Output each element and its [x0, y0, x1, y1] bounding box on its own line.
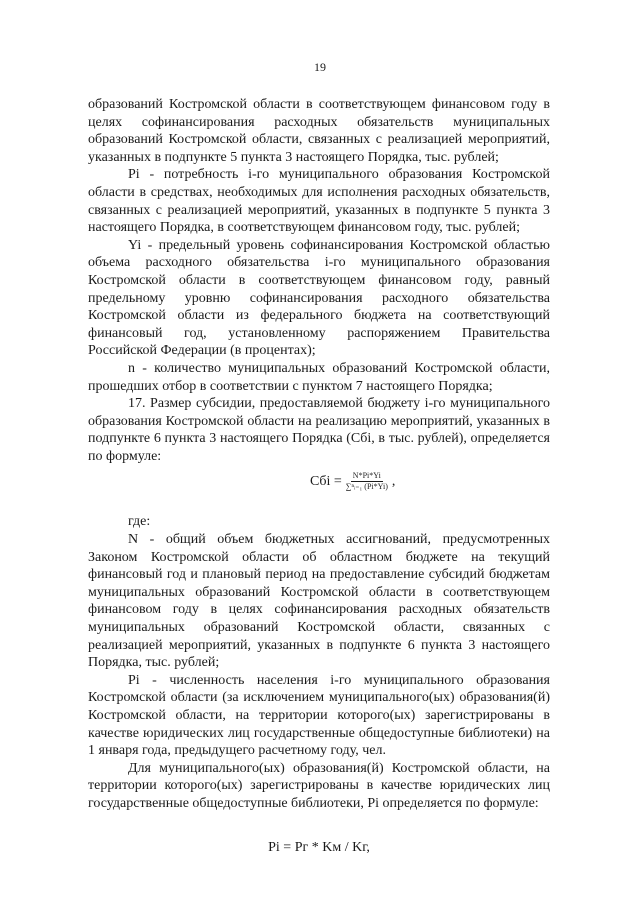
paragraph: Pi - численность населения i-го муниципального образования Костромской области (за исключением муниципального(ых) образования(й) Костромской области, на территории которого(ых) зарегистрированы в качестве юридических лиц государственные общедоступные библиотеки) на 1 января года, предыдущего расчетному году, чел. — [88, 672, 550, 759]
formula-subsidy — [88, 471, 550, 507]
page-number: 19 — [314, 60, 326, 74]
paragraph: Pi - потребность i-го муниципального образования Костромской области в средствах, необходимых для исполнения расходных обязательств, связанных с реализацией мероприятий, указанных в подпункте 5 пункта 3 настоящего Порядка, в соответствующем финансовом году, тыс. рублей; — [88, 167, 550, 236]
paragraph: образований Костромской области в соответствующем финансовом году в целях софинансирования расходных обязательств муниципальных образований Костромской области, связанных с реализацией мероприятий, указанных в подпункте 5 пункта 3 настоящего Порядка, тыс. рублей; — [88, 97, 550, 165]
paragraph: n - количество муниципальных образований Костромской области, прошедших отбор в соответствии с пунктом 7 настоящего Порядка; — [88, 360, 550, 394]
document-body — [88, 96, 550, 856]
formula-denominator: ∑ⁿᵢ₌₁ (Pi*Yi) — [345, 482, 388, 492]
where-label: где: — [128, 514, 151, 530]
formula-lhs: Cбi = — [310, 474, 342, 490]
paragraph: Для муниципального(ых) образования(й) Костромской области, на территории которого(ых) зарегистрированы в качестве юридических лиц государственные общедоступные библиотеки, Pi определяется по формуле: — [88, 760, 550, 811]
formula-numerator: N*Pi*Yi — [352, 471, 381, 481]
paragraph: N - общий объем бюджетных ассигнований, предусмотренных Законом Костромской области об областном бюджете на текущий финансовый год и плановый период на предоставление субсидий бюджетам муниципальных образований Костромской области в соответствующем финансовом году в целях софинансирования расходных обязательств муниципальных образований Костромской области, связанных с реализацией мероприятий, указанных в подпункте 6 пункта 3 настоящего Порядка, тыс. рублей; — [88, 532, 550, 671]
paragraph: 17. Размер субсидии, предоставляемой бюджету i-го муниципального образования Костромской области на реализацию мероприятий, указанных в подпункте 6 пункта 3 настоящего Порядка (Cбi, в тыс. рублей), определяется по формуле: — [88, 396, 550, 464]
formula-population: Pi = Pг * Kм / Kг, — [268, 839, 370, 855]
paragraph: Yi - предельный уровень софинансирования Костромской областью объема расходного обязательства i-го муниципального образования Костромской области в соответствующем финансовом году, равный предельному уровню софинансирования расходного обязательства Костромской области из федерального бюджета на соответствующий финансовый год, установленному распоряжением Правительства Российской Федерации (в процентах); — [88, 237, 550, 359]
formula-tail: , — [391, 474, 396, 490]
formula-fraction — [344, 471, 390, 492]
